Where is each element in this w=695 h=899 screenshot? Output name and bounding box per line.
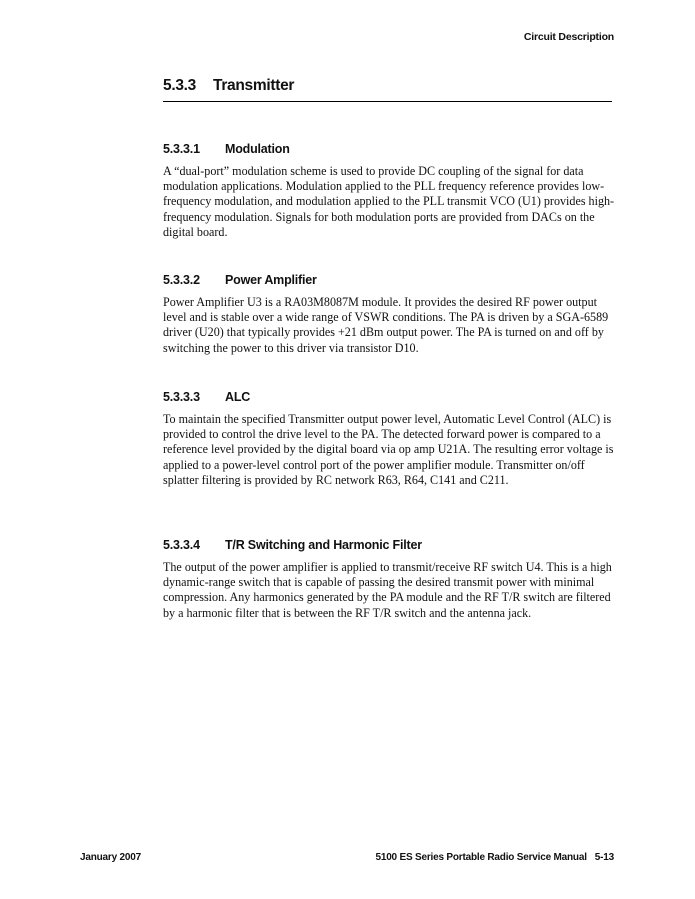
section-number: 5.3.3 (163, 77, 196, 94)
running-header: Circuit Description (523, 31, 614, 43)
subsection-number: 5.3.3.4 (163, 538, 200, 552)
subsection-heading (163, 390, 615, 404)
subsection-heading (163, 142, 615, 156)
subsection-heading (163, 273, 615, 287)
subsection-number: 5.3.3.3 (163, 390, 200, 404)
subsection-modulation (163, 142, 615, 240)
footer-manual-title: 5100 ES Series Portable Radio Service Manual (375, 852, 587, 863)
subsection-number: 5.3.3.2 (163, 273, 200, 287)
footer-right (375, 852, 614, 863)
subsection-number: 5.3.3.1 (163, 142, 200, 156)
subsection-alc (163, 390, 615, 488)
section-title: Transmitter (213, 77, 295, 94)
subsection-body: A “dual-port” modulation scheme is used to provide DC coupling of the signal for data modulation applications. Modulation applied to the PLL frequency reference provides low-frequency modulation, and modulation applied to the PLL transmit VCO (U1) provides high-frequency modulation. Signals for both modulation ports are provided from DACs on the digital board. (163, 164, 615, 239)
subsection-title: Modulation (225, 142, 290, 156)
subsection-tr-switching (163, 538, 615, 621)
subsection-body: The output of the power amplifier is applied to transmit/receive RF switch U4. This is a high dynamic-range switch that is capable of passing the desired transmit power with minimal compression. Any harmonics generated by the PA module and the RF T/R switch are filtered by a harmonic filter that is between the RF T/R switch and the antenna jack. (163, 560, 612, 620)
subsection-title: ALC (225, 390, 251, 404)
section-heading (163, 77, 612, 102)
subsection-body: Power Amplifier U3 is a RA03M8087M module. It provides the desired RF power output level and is stable over a wide range of VSWR conditions. The PA is driven by a SGA-6589 driver (U20) that typically provides +21 dBm output power. The PA is turned on and off by switching the power to this driver via transistor D10. (163, 295, 609, 355)
subsection-body: To maintain the specified Transmitter output power level, Automatic Level Control (ALC) is provided to control the drive level to the PA. The detected forward power is compared to a reference level provided by the digital board via op amp U21A. The resulting error voltage is applied to a power-level control port of the power amplifier module. Transmitter on/off splatter filtering is provided by RC network R63, R64, C141 and C211. (163, 412, 614, 487)
subsection-heading (163, 538, 615, 552)
page-number: 5-13 (594, 852, 614, 863)
subsection-title: T/R Switching and Harmonic Filter (225, 538, 422, 552)
subsection-power-amplifier (163, 273, 615, 356)
subsection-title: Power Amplifier (225, 273, 317, 287)
footer-date: January 2007 (80, 852, 141, 863)
